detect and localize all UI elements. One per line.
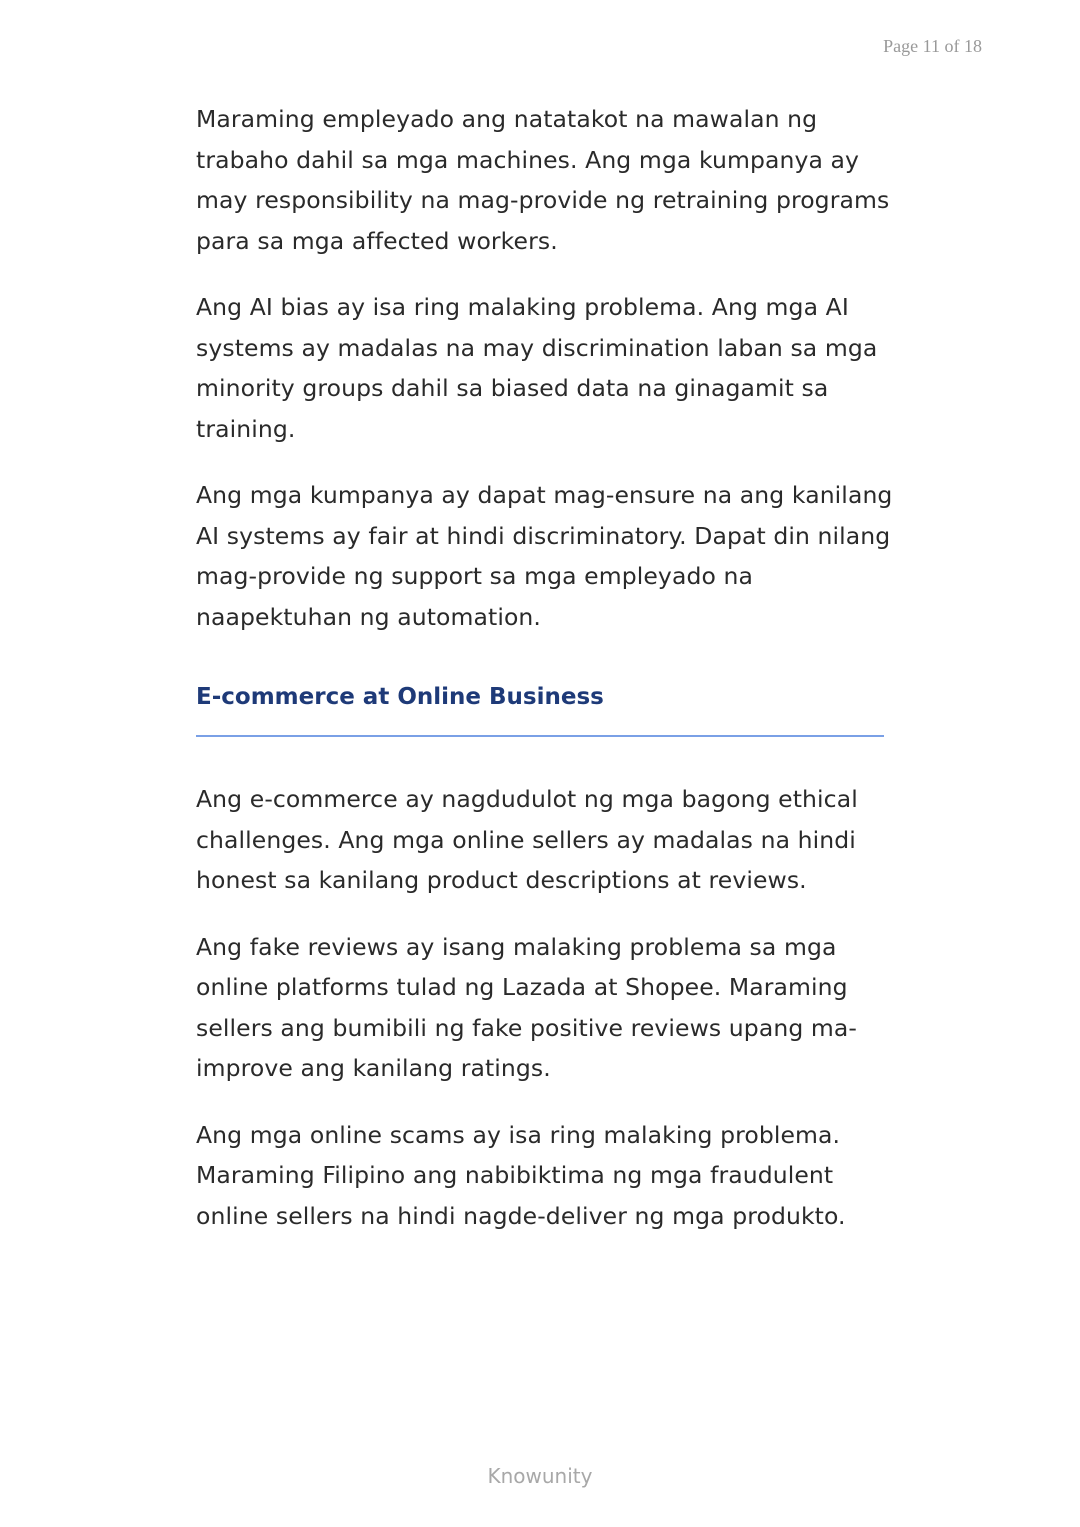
section-heading: E-commerce at Online Business: [196, 684, 604, 710]
page-number: Page 11 of 18: [883, 36, 982, 56]
footer-brand: Knowunity: [487, 1464, 593, 1488]
paragraph-online-scams: Ang mga online scams ay isa ring malaking problema. Maraming Filipino ang nabibiktima ng mga fraudulent online sellers na hindi nagde-deliver ng mga produkto.: [196, 1120, 846, 1230]
paragraph-ecommerce-challenges: Ang e-commerce ay nagdudulot ng mga bagong ethical challenges. Ang mga online sellers ay madalas na hindi honest sa kanilang product descriptions at reviews.: [196, 785, 858, 894]
section-divider: [196, 735, 884, 737]
document-body: [196, 99, 896, 1262]
paragraph-ai-bias: Ang AI bias ay isa ring malaking problema. Ang mga AI systems ay madalas na may discrimination laban sa mga minority groups dahil sa biased data na ginagamit sa training.: [196, 293, 878, 443]
paragraph-company-responsibility: Ang mga kumpanya ay dapat mag-ensure na ang kanilang AI systems ay fair at hindi discriminatory. Dapat din nilang mag-provide ng support sa mga empleyado na naapektuhan ng automation.: [196, 481, 893, 631]
paragraph-job-displacement: Maraming empleyado ang natatakot na mawalan ng trabaho dahil sa mga machines. Ang mga kumpanya ay may responsibility na mag-provide ng retraining programs para sa mga affected workers.: [196, 105, 890, 255]
paragraph-fake-reviews: Ang fake reviews ay isang malaking problema sa mga online platforms tulad ng Lazada at Shopee. Maraming sellers ang bumibili ng fake positive reviews upang ma-improve ang kanilang ratings.: [196, 932, 857, 1082]
